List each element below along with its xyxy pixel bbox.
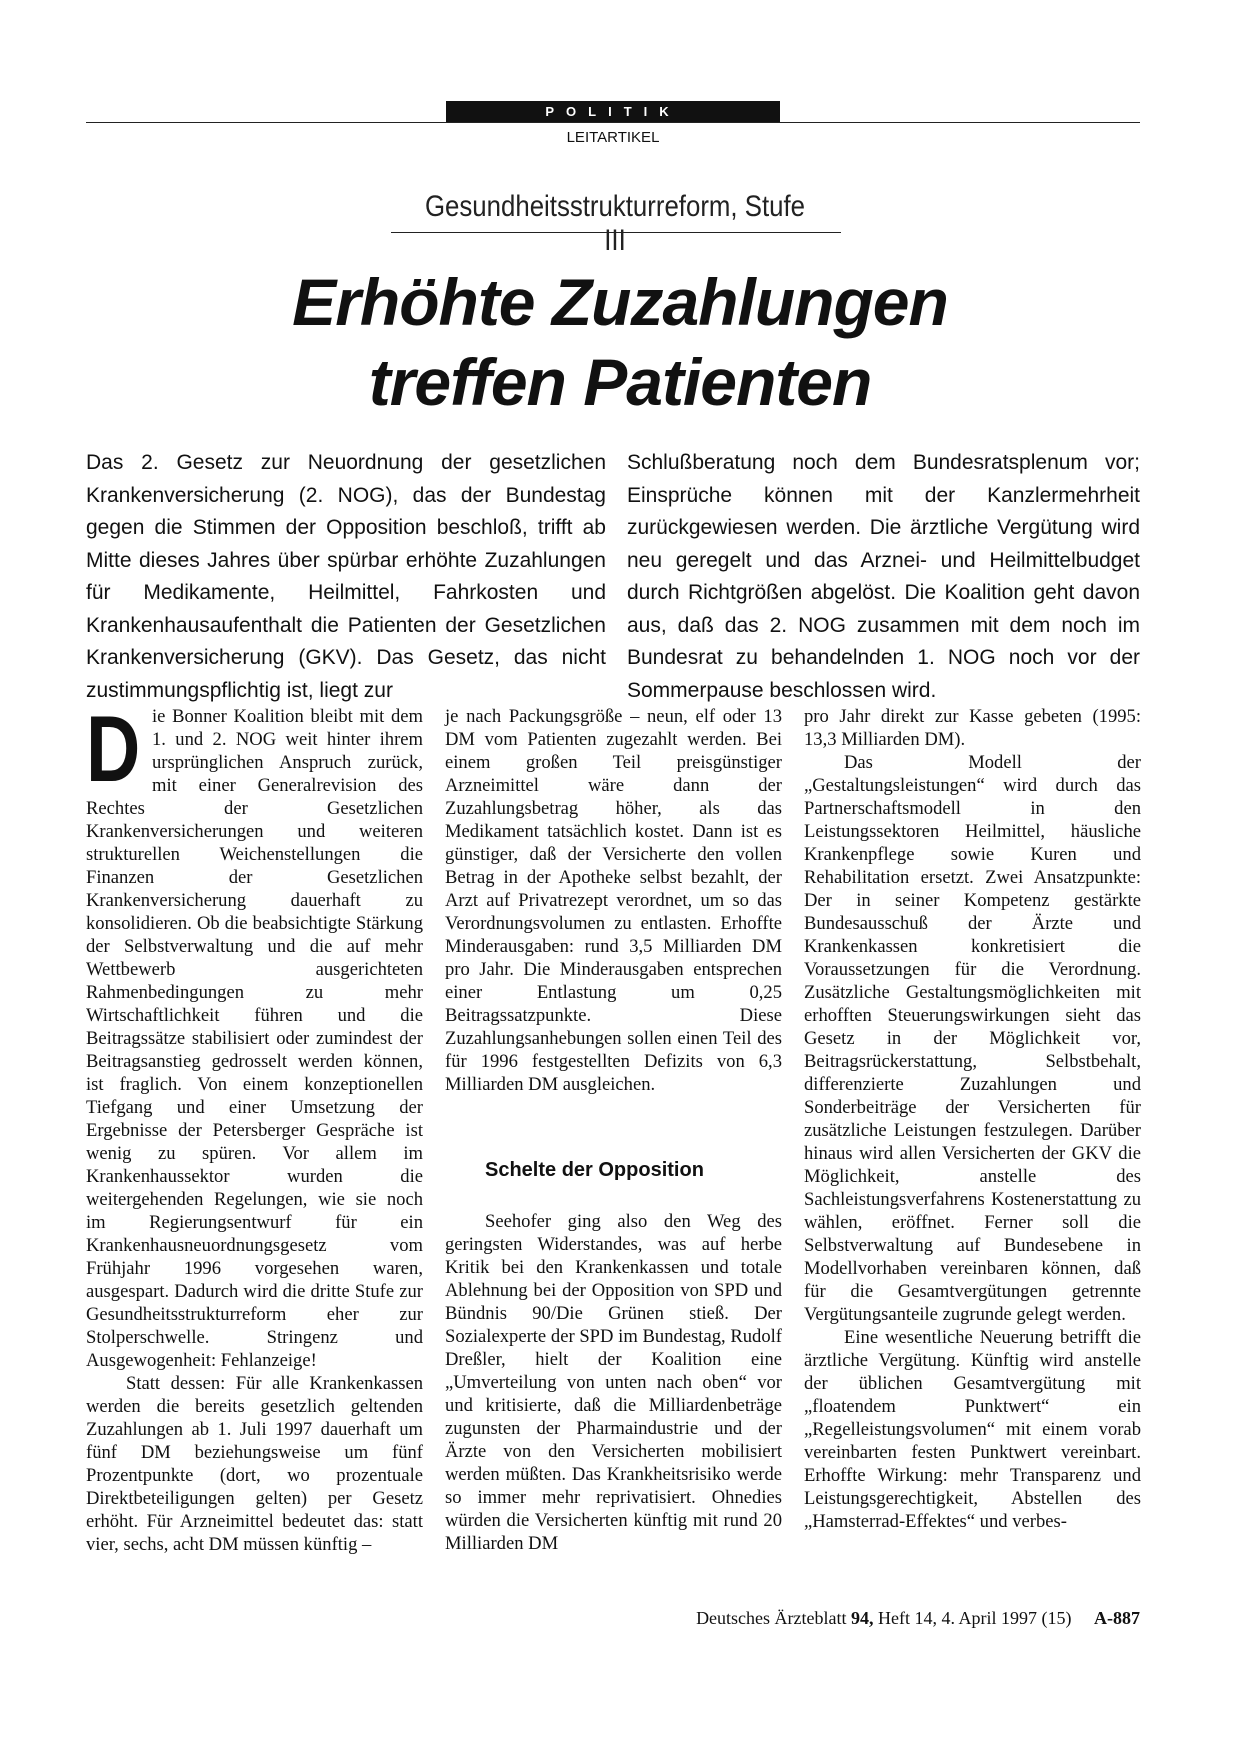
body-paragraph: je nach Packungsgröße – neun, elf oder 13 DM vom Patienten zugezahlt werden. Bei einem großen Teil preisgünstiger Arzneimittel wäre dann der Zuzahlungsbetrag höher, als das Medikament tatsächlich kostet. Dann ist es günstiger, daß der Versicherte den vollen Betrag in der Apotheke selbst bezahlt, der Arzt auf Privatrezept verordnet, um so das Verordnungsvolumen zu entlasten. Erhoffte Minderausgaben: rund 3,5 Milliarden DM pro Jahr. Die Minderausgaben entsprechen einer Entlastung um 0,25 Beitragssatzpunkte. Diese Zuzahlungsanhebungen sollen einen Teil des für 1996 festgestellten Defizits von 6,3 Milliarden DM ausgleichen. [445, 706, 782, 1095]
body-paragraph: Eine wesentliche Neuerung betrifft die ärztliche Vergütung. Künftig wird anstelle der üblichen Gesamtvergütung mit „floatendem Punktwert“ ein „Regelleistungsvolumen“ mit einem vorab vereinbarten festen Punktwert vereinbart. Erhoffte Wirkung: mehr Transparenz und Leistungsgerechtigkeit, Abstellen des „Hamsterrad-Effektes“ und verbes- [804, 1327, 1141, 1532]
kicker-underline [391, 232, 841, 233]
page-footer [600, 1608, 1140, 1629]
article-kicker: Gesundheitsstrukturreform, Stufe III [424, 190, 805, 257]
body-column-2 [445, 705, 782, 1555]
header-rule [86, 122, 1140, 123]
article-headline [150, 262, 1090, 422]
body-paragraph: Statt dessen: Für alle Krankenkassen werden die bereits gesetzlich geltenden Zuzahlungen ab 1. Juli 1997 dauerhaft um fünf DM beziehungsweise um fünf Prozentpunkte (dort, wo prozentuale Direktbeteiligungen gelten) per Gesetz erhöht. Für Arzneimittel bedeutet das: statt vier, sechs, acht DM müssen künftig – [86, 1373, 423, 1555]
body-paragraph: pro Jahr direkt zur Kasse gebeten (1995: 13,3 Milliarden DM). [804, 706, 1141, 750]
body-paragraph: Das Modell der „Gestaltungsleistungen“ wird durch das Partnerschaftsmodell in den Leistungssektoren Heilmittel, häusliche Krankenpflege sowie Kuren und Rehabilitation ersetzt. Zwei Ansatzpunkte: Der in seiner Kompetenz gestärkte Bundesausschuß der Ärzte und Krankenkassen konkretisiert die Voraussetzungen für die Verordnung. Zusätzliche Gestaltungsmöglichkeiten mit erhofften Steuerungswirkungen sieht das Gesetz in der Möglichkeit vor, Beitragsrückerstattung, Selbstbehalt, differenzierte Zuzahlungen und Sonderbeiträge der Versicherten für zusätzliche Leistungen festzulegen. Darüber hinaus wird allen Versicherten der GKV die Möglichkeit, anstelle des Sachleistungsverfahrens Kostenerstattung zu wählen, eröffnet. Ferner soll die Selbstverwaltung auf Bundesebene in Modellvorhaben vereinbaren können, daß für die Gesamtvergütungen getrennte Vergütungsanteile zugrunde gelegt werden. [804, 752, 1141, 1325]
lead-paragraph-left: Das 2. Gesetz zur Neuordnung der gesetzlichen Krankenversicherung (2. NOG), das der Bundestag gegen die Stimmen der Opposition beschloß, trifft ab Mitte dieses Jahres über spürbar erhöhte Zuzahlungen für Medikamente, Heilmittel, Fahrkosten und Krankenhausaufenthalt die Patienten der Gesetzlichen Krankenversicherung (GKV). Das Gesetz, das nicht zustimmungspflichtig ist, liegt zur [86, 451, 606, 702]
section-label: POLITIK [446, 101, 780, 122]
headline-line-1: Erhöhte Zuzahlungen [292, 265, 948, 339]
journal-name: Deutsches Ärzteblatt [696, 1608, 847, 1628]
subsection-label: LEITARTIKEL [566, 129, 660, 146]
journal-issue: Heft 14, 4. April 1997 (15) [878, 1608, 1072, 1628]
section-subheading: Schelte der Opposition [485, 1159, 704, 1181]
page-number: A-887 [1094, 1608, 1140, 1628]
body-column-1 [86, 696, 423, 1556]
journal-volume: 94, [851, 1608, 874, 1628]
headline-line-2: treffen Patienten [368, 345, 872, 419]
body-column-3 [804, 705, 1141, 1533]
body-paragraph: Seehofer ging also den Weg des geringsten Widerstandes, was auf herbe Kritik bei den Krankenkassen und totale Ablehnung bei der Opposition von SPD und Bündnis 90/Die Grünen stieß. Der Sozialexperte der SPD im Bundestag, Rudolf Dreßler, hielt der Koalition eine „Umverteilung von unten nach oben“ vor und kritisierte, daß die Milliardenbeträge zugunsten der Pharmaindustrie und der Ärzte von den Versicherten mobilisiert werden müßten. Das Krankheitsrisiko werde so immer mehr reprivatisiert. Ohnedies würden die Versicherten künftig mit rund 20 Milliarden DM [445, 1211, 782, 1554]
body-paragraph: ie Bonner Koalition bleibt mit dem 1. und 2. NOG weit hinter ihrem ursprünglichen Anspruch zurück, mit einer Generalrevision des Rechtes der Gesetzlichen Krankenversicherungen und weiteren strukturellen Weichenstellungen die Finanzen der Gesetzlichen Krankenversicherung dauerhaft zu konsolidieren. Ob die beabsichtigte Stärkung der Selbstverwaltung und die auf mehr Wettbewerb ausgerichteten Rahmenbedingungen zu mehr Wirtschaftlichkeit führen und die Beitragssätze stabilisiert oder zumindest der Beitragsanstieg gedrosselt werden können, ist fraglich. Von einem konzeptionellen Tiefgang und einer Umsetzung der Ergebnisse der Petersberger Gespräche ist wenig zu spüren. Vor allem im Krankenhaussektor wurden die weitergehenden Regelungen, wie sie noch im Regierungsentwurf für ein Krankenhausneuordnungsgesetz vom Frühjahr 1996 vorgesehen waren, ausgespart. Dadurch wird die dritte Stufe zur Gesundheitsstrukturreform eher zur Stolperschwelle. Stringenz und Ausgewogenheit: Fehlanzeige! [86, 706, 423, 1371]
drop-cap: D [86, 696, 141, 801]
lead-paragraph-right: Schlußberatung noch dem Bundesratsplenum vor; Einsprüche können mit der Kanzlermehrheit zurückgewiesen werden. Die ärztliche Vergütung wird neu geregelt und das Arznei- und Heilmittelbudget durch Richtgrößen abgelöst. Die Koalition geht davon aus, daß das 2. NOG zusammen mit dem noch im Bundesrat zu behandelnden 1. NOG noch vor der Sommerpause beschlossen wird. [627, 451, 1140, 702]
